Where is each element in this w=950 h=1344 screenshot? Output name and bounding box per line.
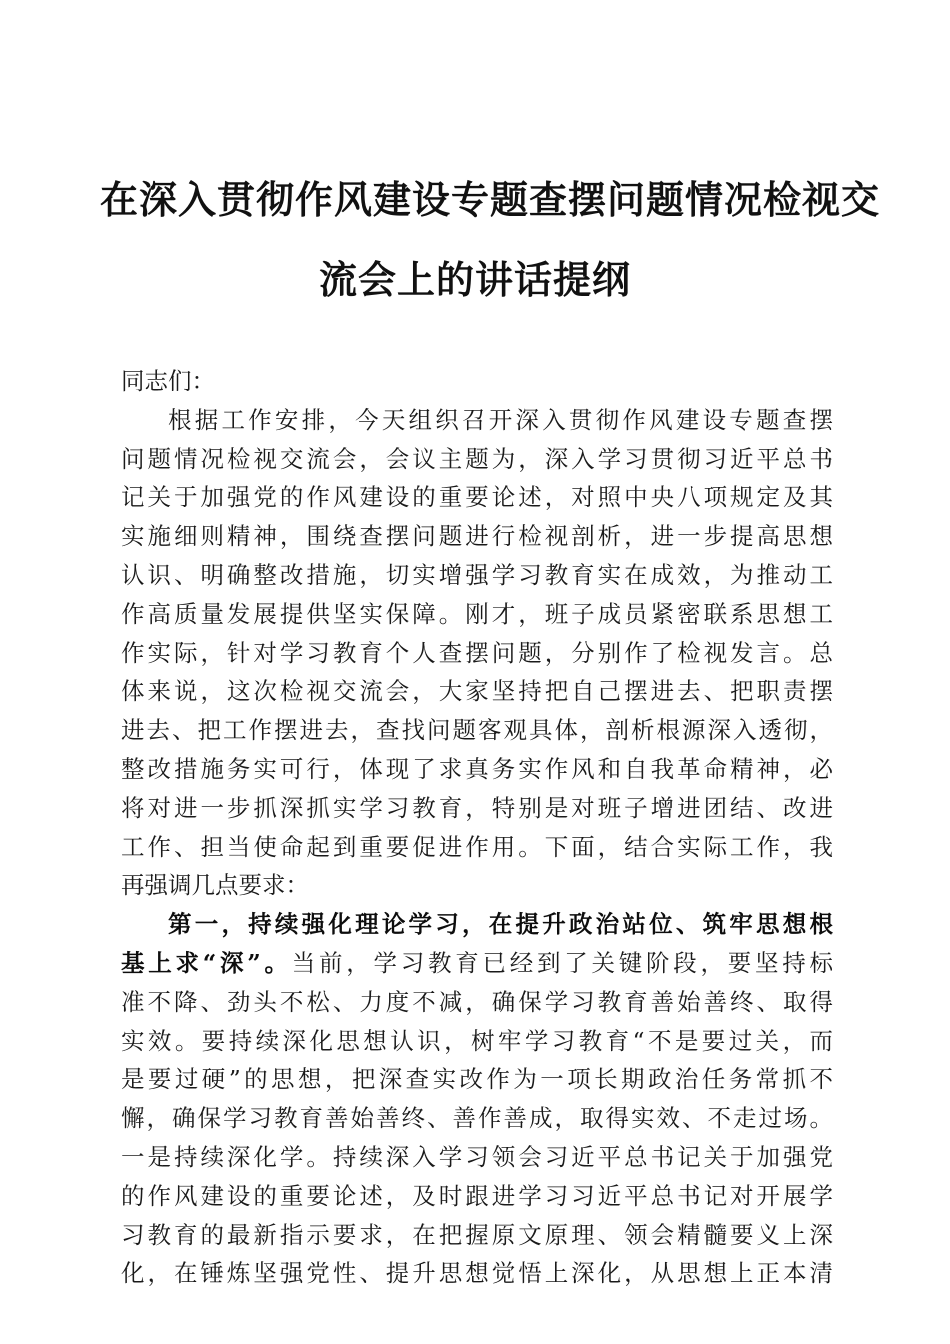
paragraph-line: 整改措施务实可行，体现了求真务实作风和自我革命精神，必 bbox=[121, 754, 833, 783]
paragraph-line: 体来说，这次检视交流会，大家坚持把自己摆进去、把职责摆 bbox=[121, 677, 833, 706]
paragraph-line: 作实际，针对学习教育个人查摆问题，分别作了检视发言。总 bbox=[121, 638, 833, 667]
paragraph-line: 懈，确保学习教育善始善终、善作善成，取得实效、不走过场。 bbox=[121, 1104, 833, 1133]
section-heading-tail: 基上求“深”。 bbox=[121, 948, 292, 977]
paragraph-line: 作高质量发展提供坚实保障。刚才，班子成员紧密联系思想工 bbox=[121, 599, 833, 628]
paragraph-line: 将对进一步抓深抓实学习教育，特别是对班子增进团结、改进 bbox=[121, 793, 833, 822]
document-title bbox=[100, 160, 881, 320]
document-body bbox=[121, 362, 833, 1293]
paragraph-line: 进去、把工作摆进去，查找问题客观具体，剖析根源深入透彻， bbox=[121, 716, 833, 745]
paragraph-line: 是要过硬”的思想，把深查实改作为一项长期政治任务常抓不 bbox=[121, 1065, 833, 1094]
paragraph-line: 实效。要持续深化思想认识，树牢学习教育“不是要过关，而 bbox=[121, 1026, 833, 1055]
paragraph-line: 记关于加强党的作风建设的重要论述，对照中央八项规定及其 bbox=[121, 483, 833, 512]
paragraph-line: 认识、明确整改措施，切实增强学习教育实在成效，为推动工 bbox=[121, 560, 833, 589]
paragraph-line: 准不降、劲头不松、力度不减，确保学习教育善始善终、取得 bbox=[121, 987, 833, 1016]
title-line-1: 在深入贯彻作风建设专题查摆问题情况检视交 bbox=[100, 177, 881, 222]
paragraph-line: 实施细则精神，围绕查摆问题进行检视剖析，进一步提高思想 bbox=[121, 522, 833, 551]
paragraph-line: 习教育的最新指示要求，在把握原文原理、领会精髓要义上深 bbox=[121, 1220, 833, 1249]
paragraph-line: 工作、担当使命起到重要促进作用。下面，结合实际工作，我 bbox=[121, 832, 833, 861]
paragraph-line: 化，在锤炼坚强党性、提升思想觉悟上深化，从思想上正本清 bbox=[121, 1259, 833, 1288]
salutation: 同志们： bbox=[121, 367, 215, 395]
title-line-2: 流会上的讲话提纲 bbox=[318, 257, 631, 302]
paragraph-line: 根据工作安排，今天组织召开深入贯彻作风建设专题查摆 bbox=[168, 405, 833, 434]
section-text: 当前，学习教育已经到了关键阶段，要坚持标 bbox=[291, 948, 833, 977]
paragraph-line: 一是持续深化学。持续深入学习领会习近平总书记关于加强党 bbox=[121, 1142, 833, 1171]
section-heading-line: 第一，持续强化理论学习，在提升政治站位、筑牢思想根 bbox=[168, 910, 833, 939]
section-mixed-line bbox=[121, 944, 833, 983]
paragraph-line: 问题情况检视交流会，会议主题为，深入学习贯彻习近平总书 bbox=[121, 444, 833, 473]
paragraph-line: 的作风建设的重要论述，及时跟进学习习近平总书记对开展学 bbox=[121, 1181, 833, 1210]
paragraph-line: 再强调几点要求： bbox=[121, 871, 309, 900]
